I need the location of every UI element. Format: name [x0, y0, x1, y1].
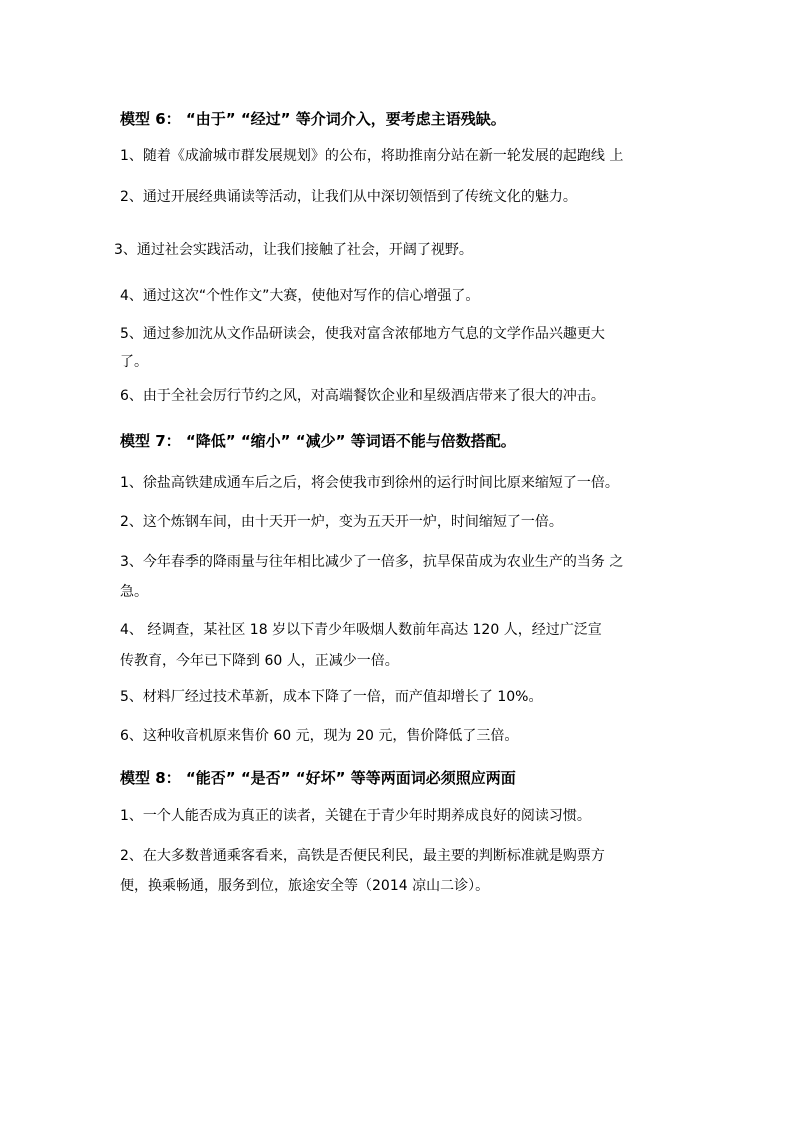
section-6-item-2: 2、通过开展经典诵读等活动，让我们从中深切领悟到了传统文化的魅力。	[120, 189, 577, 205]
section-6-heading: 模型 6： “由于” “经过” 等介词介入，要考虑主语残缺。	[120, 110, 506, 128]
section-6-item-5-line-1: 5、通过参加沈从文作品研读会，使我对富含浓郁地方气息的文学作品兴趣更大	[120, 326, 605, 342]
section-7-item-3-line-2: 急。	[120, 584, 148, 600]
section-6-item-6: 6、由于全社会厉行节约之风，对高端餐饮企业和星级酒店带来了很大的冲击。	[120, 388, 605, 404]
section-7-item-2: 2、这个炼钢车间，由十天开一炉，变为五天开一炉，时间缩短了一倍。	[120, 514, 563, 530]
section-6-item-4: 4、通过这次“个性作文”大赛，使他对写作的信心增强了。	[120, 288, 480, 304]
section-6-item-3: 3、通过社会实践活动，让我们接触了社会，开阔了视野。	[114, 242, 473, 258]
section-7-item-5: 5、材料厂经过技术革新，成本下降了一倍，而产值却增长了 10%。	[120, 689, 543, 705]
section-8-item-1: 1、一个人能否成为真正的读者，关键在于青少年时期养成良好的阅读习惯。	[120, 808, 591, 824]
section-7-item-4-line-2: 传教育，今年已下降到 60 人，正减少一倍。	[120, 653, 399, 669]
section-7-item-4-line-1: 4、 经调查，某社区 18 岁以下青少年吸烟人数前年高达 120 人，经过广泛宣	[120, 622, 602, 638]
section-8-item-2-line-1: 2、在大多数普通乘客看来，高铁是否便民利民，最主要的判断标准就是购票方	[120, 848, 605, 864]
section-8-item-2-line-2: 便，换乘畅通，服务到位，旅途安全等（2014 凉山二诊）。	[120, 878, 490, 894]
section-7-item-6: 6、这种收音机原来售价 60 元，现为 20 元，售价降低了三倍。	[120, 728, 519, 744]
section-6-item-5-line-2: 了。	[120, 354, 148, 370]
section-7-item-1: 1、徐盐高铁建成通车后之后，将会使我市到徐州的运行时间比原来缩短了一倍。	[120, 475, 619, 491]
section-7-heading: 模型 7： “降低” “缩小” “减少” 等词语不能与倍数搭配。	[120, 432, 516, 450]
section-7-item-3-line-1: 3、今年春季的降雨量与往年相比减少了一倍多，抗旱保苗成为农业生产的当务 之	[120, 554, 624, 570]
section-8-heading: 模型 8： “能否” “是否” “好坏” 等等两面词必须照应两面	[120, 769, 516, 787]
section-6-item-1: 1、随着《成渝城市群发展规划》的公布，将助推南分站在新一轮发展的起跑线 上	[120, 148, 624, 164]
